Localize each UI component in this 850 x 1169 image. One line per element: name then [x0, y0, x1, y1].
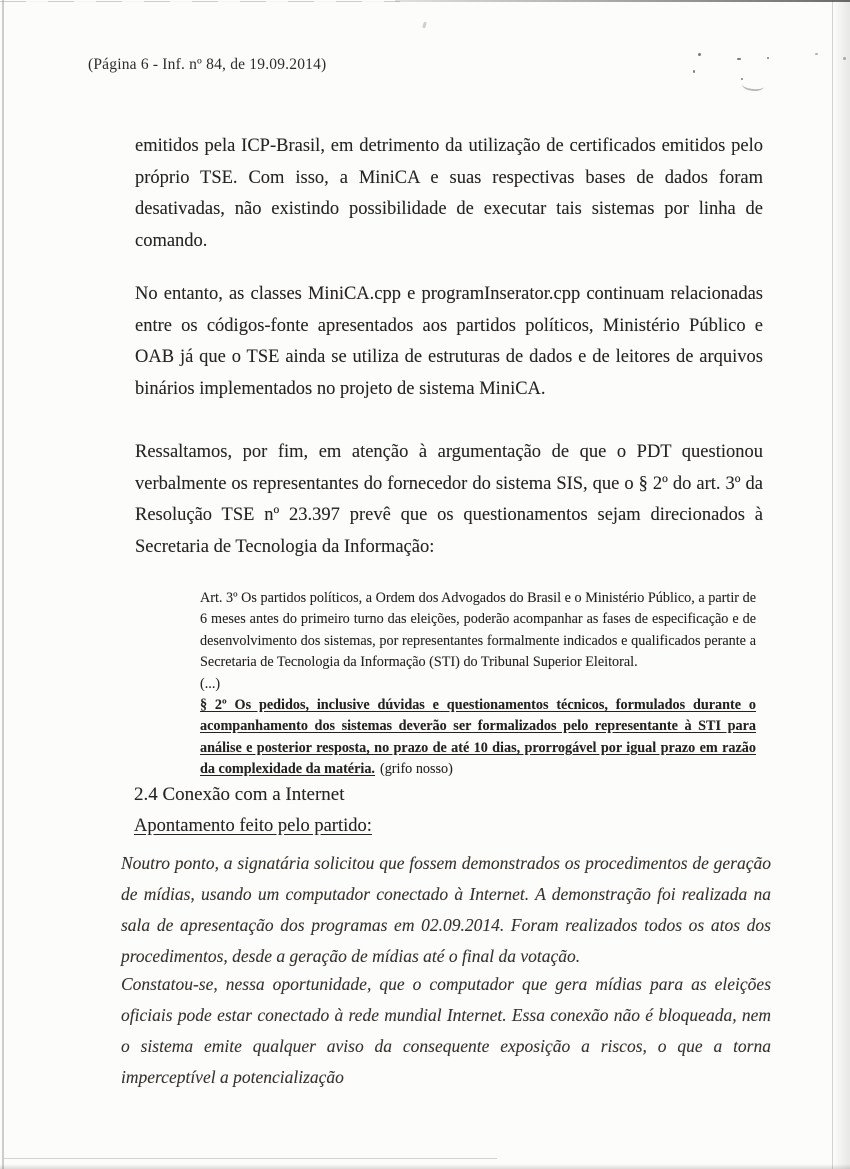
party-remark-paragraph-1: Noutro ponto, a signatária solicitou que fossem demonstrados os procedimentos de geração de mídias, usando um computador conectado à Internet. A demonstração foi realizada na sala de apresentação dos programas em 02.09.2014. Foram realizados todos os atos dos procedimentos, desde a geração de mídias até o final da votação. — [121, 853, 771, 966]
scan-edge-top — [395, 0, 850, 2]
body-paragraph-3: Ressaltamos, por fim, em atenção à argumentação de que o PDT questionou verbalmente os representantes do fornecedor do sistema SIS, que o § 2º do art. 3º da Resolução TSE nº 23.397 prevê que os questionamentos sejam direcionados à Secretaria de Tecnologia da Informação: — [135, 442, 763, 557]
blockquote-grifo-nosso-note: (grifo nosso) — [379, 761, 453, 778]
body-paragraph-2: No entanto, as classes MiniCA.cpp e programInserator.cpp continuam relacionadas entre os códigos-fonte apresentados aos partidos políticos, Ministério Público e OAB já que o TSE ainda se utiliza de estruturas de dados e de leitores de arquivos binários implementados no projeto de sistema MiniCA. — [135, 284, 763, 399]
scan-speck — [698, 53, 701, 56]
scan-line-artifact — [4, 1158, 497, 1159]
section-2-4-title: 2.4 Conexão com a Internet — [134, 784, 345, 805]
scan-speck — [422, 22, 427, 29]
blockquote-paragraph2-emphasis: § 2º Os pedidos, inclusive dúvidas e questionamentos técnicos, formulados durante o acompanhamento dos sistemas deverão ser formalizados pelo representante à STI para análise e posterior resposta, no prazo de até 10 dias, prorrogável por igual prazo em razão da complexidade da matéria. — [200, 697, 756, 778]
blockquote-paragraph2 — [200, 695, 756, 781]
page-header-note: (Página 6 - Inf. nº 84, de 19.09.2014) — [88, 56, 327, 73]
scan-speck — [843, 57, 846, 60]
section-2-4-subheading: Apontamento feito pelo partido: — [134, 816, 372, 836]
resolution-blockquote — [200, 588, 756, 781]
body-paragraph-1: emitidos pela ICP-Brasil, em detrimento da utilização de certificados emitidos pelo próprio TSE. Com isso, a MiniCA e suas respectivas bases de dados foram desativadas, não existindo possibilidade de executar tais sistemas por linha de comando. — [135, 136, 763, 251]
blockquote-ellipsis: (...) — [200, 675, 221, 692]
scan-speck — [815, 53, 818, 55]
scan-edge-top-left — [0, 1, 400, 2]
scan-speck — [767, 57, 769, 59]
scan-edge-bottom — [0, 1164, 850, 1169]
scan-speck — [737, 58, 741, 60]
scan-speck — [693, 70, 695, 73]
scan-edge-left — [2, 0, 4, 1169]
blockquote-art3: Art. 3º Os partidos políticos, a Ordem dos Advogados do Brasil e o Ministério Público, a partir de 6 meses antes do primeiro turno das eleições, poderão acompanhar as fases de especificação e de desenvolvimento dos sistemas, por representantes formalmente indicados e qualificados perante a Secretaria de Tecnologia da Informação (STI) do Tribunal Superior Eleitoral. — [200, 590, 756, 671]
scan-smudge — [741, 79, 764, 92]
scan-edge-right — [832, 0, 850, 1169]
party-remark-paragraph-2: Constatou-se, nessa oportunidade, que o computador que gera mídias para as eleições oficiais pode estar conectado à rede mundial Internet. Essa conexão não é bloqueada, nem o sistema emite qualquer aviso da consequente exposição a riscos, o que a torna imperceptível a potencialização — [121, 974, 771, 1087]
